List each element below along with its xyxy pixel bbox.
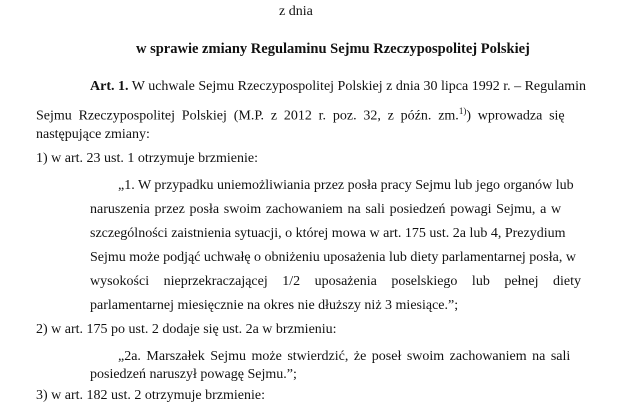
article1-line1 xyxy=(90,79,610,95)
point1-quote-line6: parlamentarnej miesięcznie na okres nie dłuższy niż 3 miesiące.”; xyxy=(90,298,459,313)
article1-line2 xyxy=(36,103,610,125)
point2-heading: 2) w art. 175 po ust. 2 dodaje się ust. 2a w brzmieniu: xyxy=(36,322,337,337)
point2-quote-line1: „2a. Marszałek Sejmu może stwierdzić, że poseł swoim zachowaniem na sali xyxy=(118,349,571,364)
point1-quote-line5: wysokości nieprzekraczającej 1/2 uposażenia poselskiego lub pełnej diety xyxy=(90,274,582,289)
article1-label: Art. 1. xyxy=(90,79,129,94)
article1-intro-1: W uchwale Sejmu Rzeczypospolitej Polskiej z dnia 30 lipca 1992 r. – Regulamin xyxy=(131,79,587,94)
footnote-ref: 1) xyxy=(458,106,467,116)
point1-quote-line2: naruszenia przez posła swoim zachowaniem na sali posiedzeń powagi Sejmu, a w xyxy=(90,202,562,217)
point3-heading: 3) w art. 182 ust. 2 otrzymuje brzmienie: xyxy=(36,388,265,403)
point2-quote-line2: posiedzeń naruszył powagę Sejmu.”; xyxy=(90,367,297,382)
point1-quote-line3: szczególności zaistnienia sytuacji, o której mowa w art. 175 ust. 2a lub 4, Prezydium xyxy=(90,226,566,241)
point1-quote-line4: Sejmu może podjąć uchwałę o obniżeniu uposażenia lub diety parlamentarnej posła, w xyxy=(90,250,576,265)
resolution-subject: w sprawie zmiany Regulaminu Sejmu Rzeczypospolitej Polskiej xyxy=(136,41,530,57)
article1-line3: następujące zmiany: xyxy=(36,127,150,142)
point1-quote-line1: „1. W przypadku uniemożliwiania przez posła pracy Sejmu lub jego organów lub xyxy=(118,178,574,193)
point1-heading: 1) w art. 23 ust. 1 otrzymuje brzmienie: xyxy=(36,151,258,166)
date-line: z dnia xyxy=(279,4,313,19)
article1-intro-2a: Sejmu Rzeczypospolitej Polskiej (M.P. z 2012 r. poz. 32, z późn. zm. xyxy=(36,108,459,124)
article1-intro-2b: ) wprowadza się xyxy=(466,108,565,124)
